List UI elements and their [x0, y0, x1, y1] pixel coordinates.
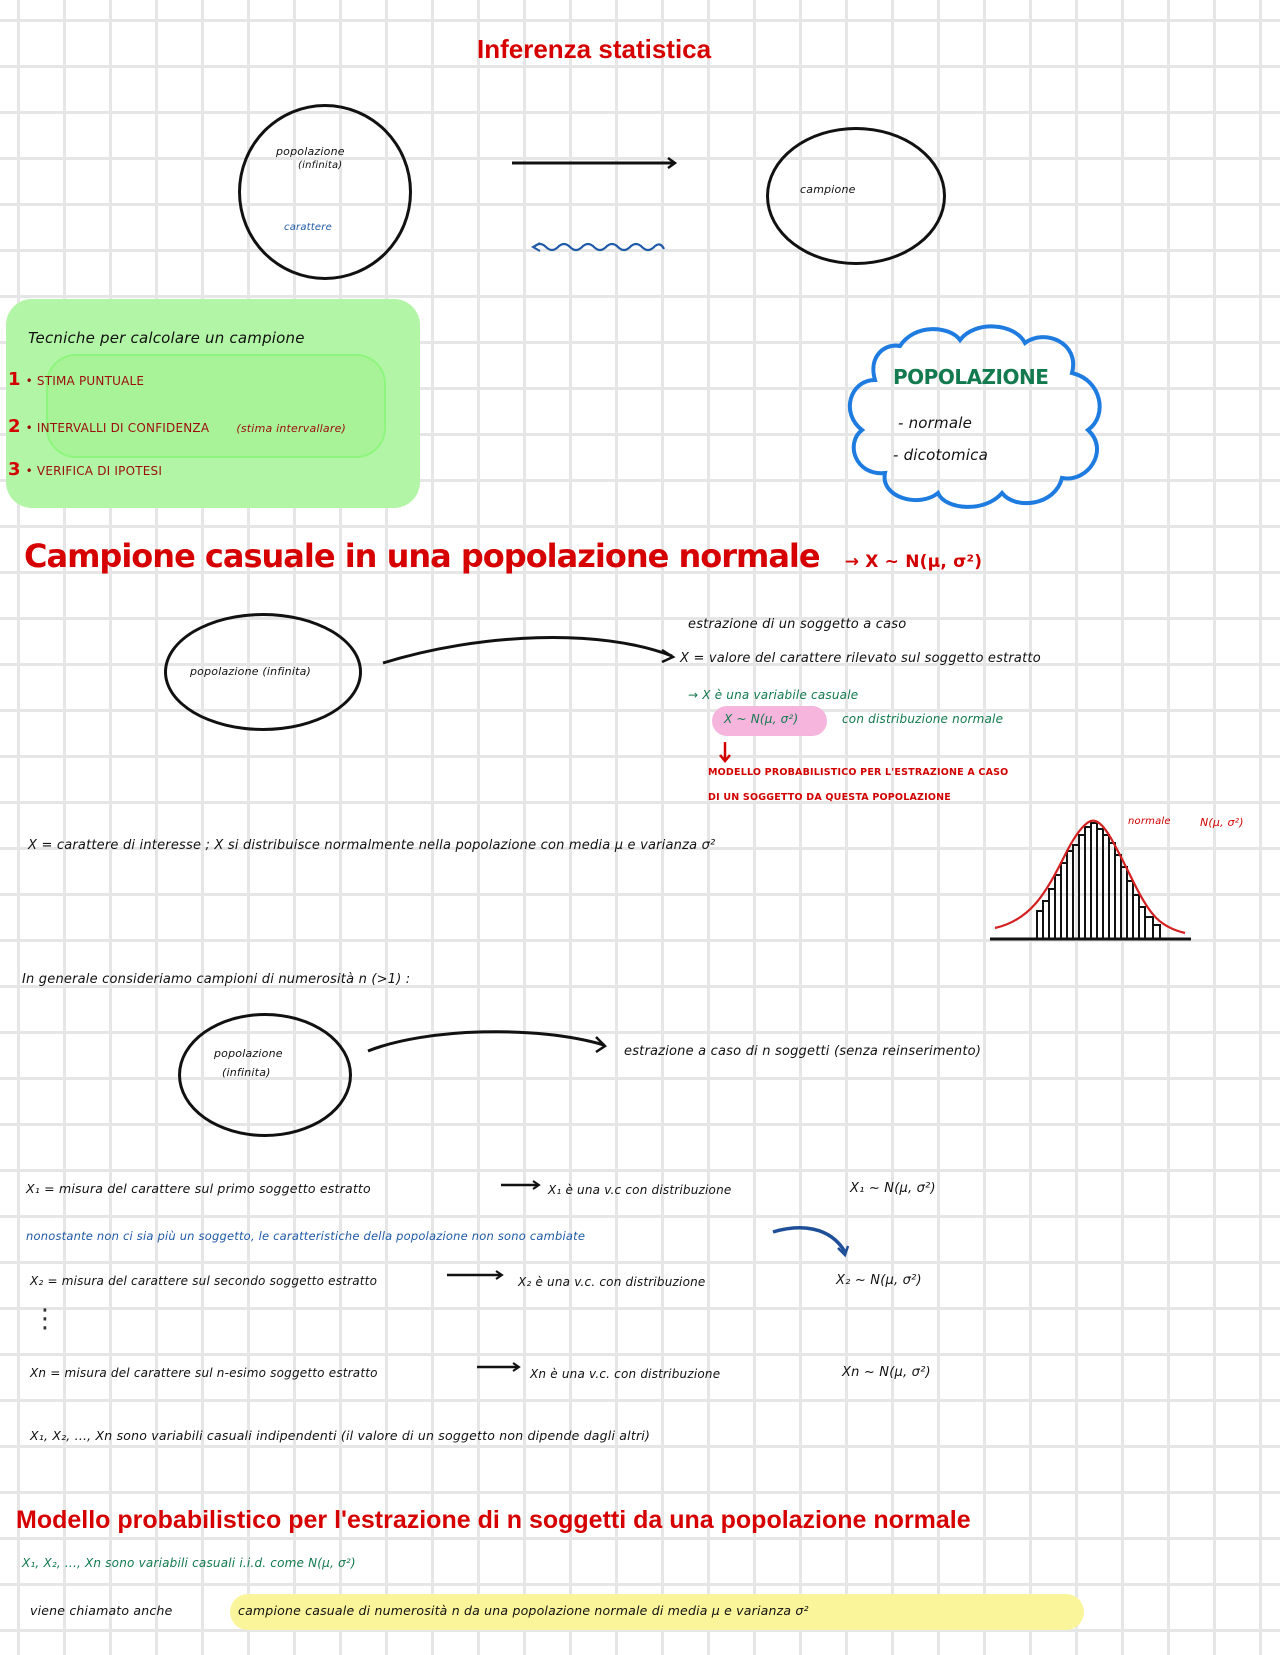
technique-label: • STIMA PUNTUALE: [25, 374, 145, 388]
section-title-campione-casuale: [24, 537, 982, 575]
normal-distribution-plot: [985, 815, 1195, 943]
technique-label: • VERIFICA DI IPOTESI: [25, 464, 163, 478]
technique-item-3: [8, 459, 162, 480]
population-label-3: popolazione: [214, 1047, 283, 1060]
wavy-arrow-left-icon: [530, 240, 670, 254]
population-label: popolazione: [276, 145, 345, 158]
population-sub-label: (infinita): [298, 160, 343, 171]
variable-2-rv: X₂ è una v.c. con distribuzione: [518, 1275, 706, 1289]
x-definition: X = valore del carattere rilevato sul soggetto estratto: [680, 651, 1041, 666]
cloud-title: POPOLAZIONE: [893, 365, 1049, 389]
cloud-shape: [840, 318, 1110, 513]
extraction-n-subjects: estrazione a caso di n soggetti (senza reinserimento): [624, 1044, 982, 1059]
population-sub-label-3: (infinita): [222, 1066, 271, 1079]
variable-1-distribution: X₁ ~ N(μ, σ²): [850, 1181, 936, 1196]
curved-arrow-blue-icon: [770, 1222, 850, 1262]
variable-1-definition: X₁ = misura del carattere sul primo soggetto estratto: [26, 1181, 371, 1196]
section-title-formula: → X ~ N(μ, σ²): [844, 552, 983, 572]
called-highlight-text: campione casuale di numerosità n da una popolazione normale di media μ e varianza σ²: [238, 1603, 809, 1618]
arrow-right-icon: [446, 1269, 506, 1281]
population-label-2: popolazione (infinita): [190, 665, 312, 678]
x-random-variable: → X è una variabile casuale: [688, 688, 859, 702]
arrow-right-icon: [510, 156, 680, 170]
called-prefix: viene chiamato anche: [30, 1603, 173, 1618]
sample-circle: [766, 127, 946, 265]
section-title-text: Campione casuale in una popolazione normale: [24, 537, 820, 575]
curved-arrow-icon: [380, 628, 680, 668]
independence-statement: X₁, X₂, ..., Xn sono variabili casuali indipendenti (il valore di un soggetto non dipende dagli altri): [30, 1428, 651, 1443]
variable-n-distribution: Xn ~ N(μ, σ²): [842, 1365, 931, 1380]
page-title: Inferenza statistica: [477, 34, 712, 64]
x-distribution-note: con distribuzione normale: [842, 712, 1004, 726]
techniques-box: [6, 299, 420, 508]
cloud-item-dicotomica: - dicotomica: [893, 446, 988, 464]
population-circle: [238, 104, 412, 280]
technique-item-1: [8, 369, 144, 390]
model-line-1: MODELLO PROBABILISTICO PER L'ESTRAZIONE A CASO: [708, 767, 1009, 778]
variable-2-definition: X₂ = misura del carattere sul secondo soggetto estratto: [30, 1274, 378, 1288]
arrow-down-icon: [718, 740, 732, 764]
general-consideration: In generale consideriamo campioni di numerosità n (>1) :: [22, 972, 411, 987]
variable-n-rv: Xn è una v.c. con distribuzione: [530, 1367, 721, 1381]
vertical-ellipsis: ⋮: [32, 1304, 58, 1334]
cloud-item-normale: - normale: [898, 414, 973, 432]
character-definition: X = carattere di interesse ; X si distribuisce normalmente nella popolazione con media μ e varianza σ²: [28, 838, 716, 853]
variable-2-distribution: X₂ ~ N(μ, σ²): [836, 1273, 922, 1288]
model-line-2: DI UN SOGGETTO DA QUESTA POPOLAZIONE: [708, 792, 951, 803]
normal-plot-label: normale: [1128, 816, 1171, 827]
population-character-label: carattere: [284, 222, 332, 233]
technique-item-2: [8, 416, 346, 437]
arrow-right-icon: [500, 1179, 544, 1191]
curved-arrow-icon-2: [366, 1025, 611, 1055]
iid-statement: X₁, X₂, ..., Xn sono variabili casuali i.i.d. come N(μ, σ²): [22, 1556, 356, 1570]
technique-number: 2: [8, 416, 21, 437]
technique-label: • INTERVALLI DI CONFIDENZA: [25, 421, 210, 435]
arrow-right-icon: [476, 1361, 524, 1373]
variable-n-definition: Xn = misura del carattere sul n-esimo soggetto estratto: [30, 1366, 378, 1380]
section-title-modello: Modello probabilistico per l'estrazione di n soggetti da una popolazione normale: [16, 1506, 971, 1534]
technique-number: 1: [8, 369, 21, 390]
techniques-heading: Tecniche per calcolare un campione: [28, 329, 305, 347]
variable-1-rv: X₁ è una v.c con distribuzione: [548, 1183, 732, 1197]
normal-plot-formula: N(μ, σ²): [1200, 816, 1244, 829]
blue-note: nonostante non ci sia più un soggetto, le caratteristiche della popolazione non sono cambiate: [26, 1229, 586, 1243]
x-distribution: X ~ N(μ, σ²): [724, 712, 799, 726]
sample-label: campione: [800, 183, 856, 196]
technique-number: 3: [8, 459, 21, 480]
extraction-one-subject: estrazione di un soggetto a caso: [688, 617, 907, 632]
technique-note: (stima intervallare): [236, 422, 347, 435]
